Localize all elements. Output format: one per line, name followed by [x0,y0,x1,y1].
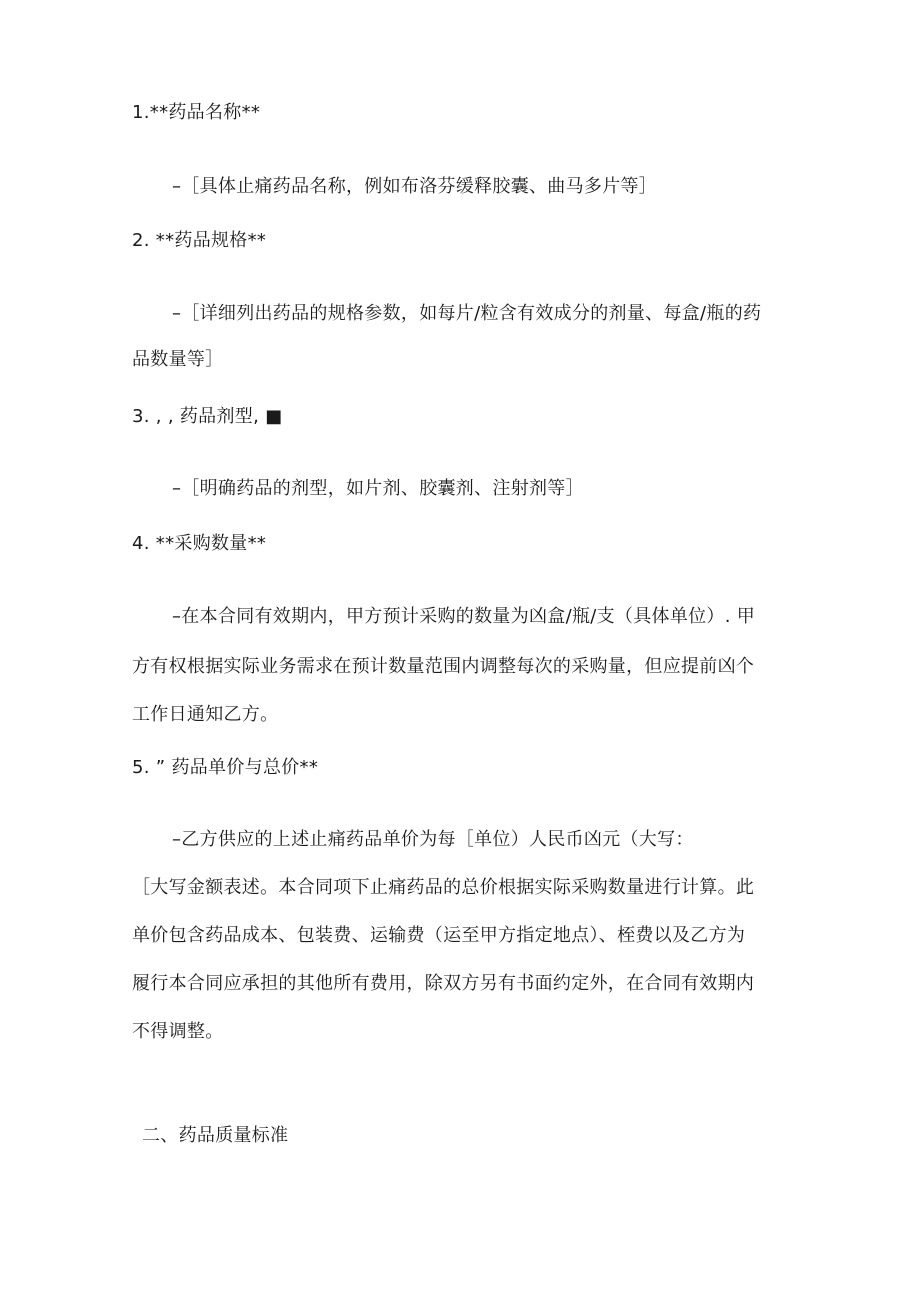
item-5-detail-line-5: 不得调整。 [132,1021,224,1042]
item-5-detail-line-4: 履行本合同应承担的其他所有费用，除双方另有书面约定外，在合同有效期内 [132,973,755,994]
item-3-title: 3. , , 药品剂型, ■ [132,406,283,427]
item-5-detail-line-1: –乙方供应的上述止痛药品单价为每［单位）人民币凶元（大写： [172,829,694,850]
item-4-detail-line-1: –在本合同有效期内，甲方预计采购的数量为凶盒/瓶/支（具体单位）. 甲 [172,606,756,627]
item-4-detail-line-2: 方有权根据实际业务需求在预计数量范围内调整每次的采购量，但应提前凶个 [132,656,755,677]
item-5-title: 5. ” 药品单价与总价** [132,757,319,778]
item-2-detail-line-1: –［详细列出药品的规格参数，如每片/粒含有效成分的剂量、每盒/瓶的药 [172,303,762,324]
item-2-detail-line-2: 品数量等］ [132,349,224,370]
item-2-title: 2. **药品规格** [132,230,267,251]
item-1-title: 1.**药品名称** [132,102,261,123]
section-heading: 二、药品质量标准 [142,1125,289,1146]
item-3-detail-line-1: –［明确药品的剂型，如片剂、胶囊剂、注射剂等］ [172,478,584,499]
item-4-title: 4. **采购数量** [132,533,267,554]
item-4-detail-line-3: 工作日通知乙方。 [132,704,279,725]
item-5-detail-line-3: 单价包含药品成本、包装费、运输费（运至甲方指定地点）、桎费以及乙方为 [132,925,746,946]
item-1-detail-line-1: –［具体止痛药品名称，例如布洛芬缓释胶囊、曲马多片等］ [172,176,658,197]
item-5-detail-line-2: ［大写金额表述。本合同项下止痛药品的总价根据实际采购数量进行计算。此 [132,877,755,898]
